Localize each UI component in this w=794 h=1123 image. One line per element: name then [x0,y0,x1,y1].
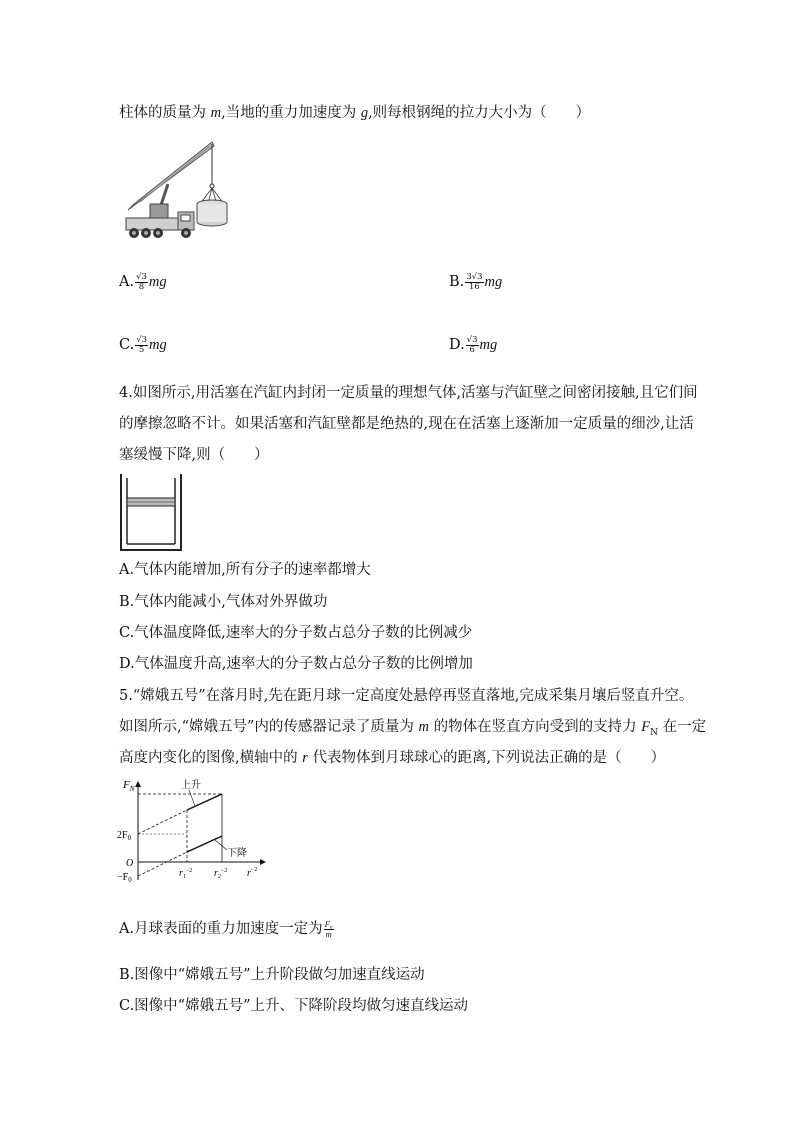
option-tail: mg [484,274,503,290]
option-tail: mg [148,274,167,290]
q5-stem-text: 代表物体到月球球心的距离,下列说法正确的是（ ） [307,750,666,766]
q3-option-a[interactable] [119,272,167,292]
up-line-extension [138,810,187,834]
q4-option-a[interactable]: A.气体内能增加,所有分子的速率都增大 [119,562,371,578]
q5-option-c[interactable]: C.图像中“嫦娥五号”上升、下降阶段均做匀速直线运动 [119,998,469,1014]
q4-stem-line-2: 的摩擦忽略不计。如果活塞和汽缸壁都是绝热的,现在在活塞上逐渐加一定质量的细沙,让活 [119,416,694,432]
q3-option-c[interactable] [119,335,167,355]
y-axis-label: $F_N$ [123,779,135,793]
tick-negF0: $-F_0$ [117,872,132,884]
q5-option-a[interactable] [119,919,335,939]
q4-option-d[interactable]: D.气体温度升高,速率大的分子数占总分子数的比例增加 [119,656,473,672]
q4-stem-line-3: 塞缓慢下降,则（ ） [119,447,269,463]
numerator: F₀ [324,918,333,929]
denominator: 5 [138,344,145,355]
cylinder-piston-figure [119,474,185,552]
fraction [135,273,148,292]
fraction [135,336,148,355]
q5-var-F-sub: N [650,727,658,738]
option-label: A. [119,274,135,290]
denominator: 8 [138,281,145,292]
q3-stem-text-3: ,则每根钢绳的拉力大小为（ ） [368,105,591,121]
q3-var-m: m [210,105,222,121]
fraction [324,920,334,939]
denominator: 6 [469,344,475,355]
numerator: √3 [136,271,147,282]
q4-option-b[interactable]: B.气体内能减小,气体对外界做功 [119,594,328,610]
q5-stem-text: 的物体在竖直方向受到的支持力 [429,719,642,735]
q4-option-c[interactable]: C.气体温度降低,速率大的分子数占总分子数的比例减少 [119,625,473,641]
up-line [187,794,222,810]
option-label: C. [119,337,135,353]
q5-var-F: F [641,719,651,735]
numerator: 3√3 [466,271,483,282]
q4-stem-line-1: 4.如图所示,用活塞在汽缸内封闭一定质量的理想气体,活塞与汽缸壁之间密闭接触,且它们间 [119,385,698,401]
option-tail: mg [149,337,167,353]
q3-option-b[interactable] [449,272,502,292]
tick-r1: $r_1^{-2}$ [179,868,193,880]
tick-2F0: $2F_0$ [117,830,132,842]
option-label: B. [449,274,465,290]
fn-vs-r-graph [115,776,270,888]
q3-stem [119,103,590,123]
q3-option-d[interactable] [449,335,497,355]
crane-figure [120,138,238,242]
q3-stem-text-2: ,当地的重力加速度为 [221,105,361,121]
q3-var-g: g [360,105,369,121]
fraction [466,336,479,355]
q3-stem-text-1: 柱体的质量为 [119,105,211,121]
origin-label: O [126,858,134,869]
option-label: D. [449,337,465,353]
tick-r2: $r_2^{-2}$ [214,868,228,880]
q5-stem-text: 如图所示,“嫦娥五号”内的传感器记录了质量为 [119,719,419,735]
label-down: 下降 [227,848,247,859]
q5-var-r: r [302,750,308,766]
denominator: m [325,928,332,939]
q5-stem-line-3 [119,748,665,768]
numerator: √3 [136,334,148,345]
q5-stem-text: 高度内变化的图像,横轴中的 [119,750,303,766]
label-up: 上升 [181,780,201,791]
q5-stem-line-1: 5.“嫦娥五号”在落月时,先在距月球一定高度处悬停再竖直落地,完成采集月壤后竖直升空。 [119,688,694,704]
x-axis-label: $r^{-2}$ [247,867,258,879]
numerator: √3 [466,334,478,345]
q5-var-m: m [418,719,430,735]
q5-option-b[interactable]: B.图像中“嫦娥五号”上升阶段做匀加速直线运动 [119,967,425,983]
q5-stem-line-2 [119,717,706,743]
q5-stem-text: 在一定 [657,719,707,735]
option-text: A.月球表面的重力加速度一定为 [119,921,323,937]
fraction [465,273,483,292]
down-line [187,836,222,852]
option-tail: mg [479,337,498,353]
denominator: 16 [468,281,480,292]
